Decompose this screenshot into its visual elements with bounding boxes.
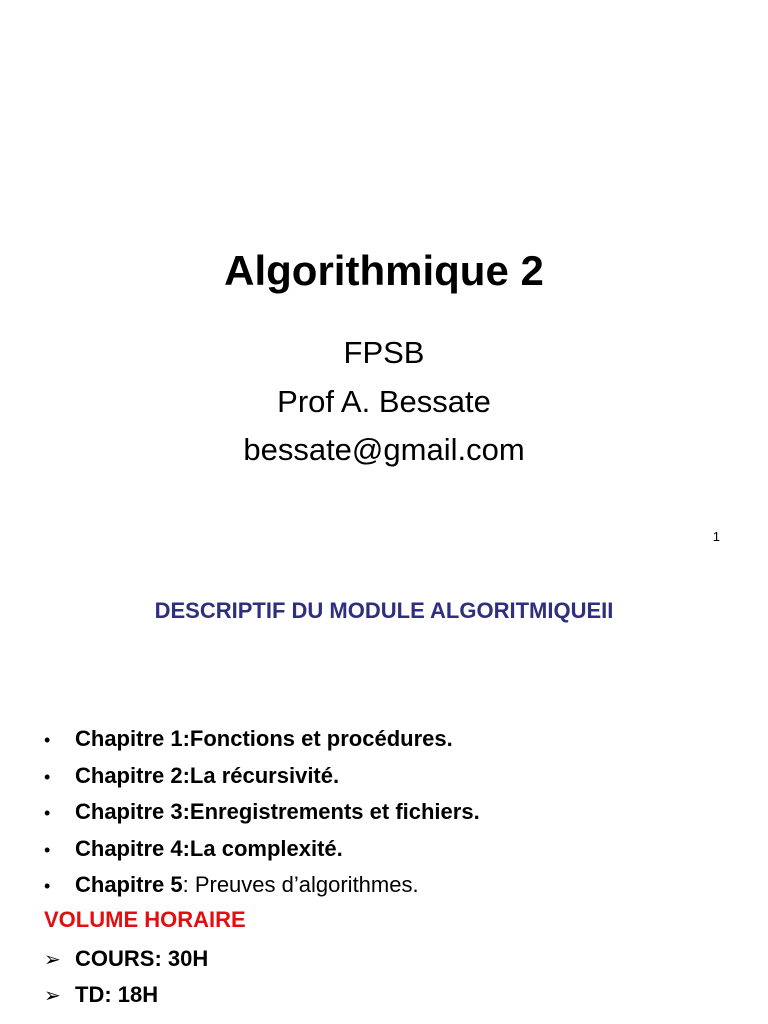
hours-item-cours — [44, 945, 208, 981]
chapter-label: Chapitre 2: — [75, 762, 190, 788]
page-number: 1 — [712, 529, 720, 544]
hours-label: COURS: 30H — [75, 946, 209, 971]
chapter-item-2 — [44, 762, 480, 799]
chapter-label: Chapitre 3: — [75, 799, 190, 824]
chapter-list — [44, 725, 480, 908]
chapter-label: Chapitre 4: — [75, 835, 190, 861]
chapter-title: La récursivité. — [189, 762, 340, 788]
chapter-title: Enregistrements et fichiers. — [189, 799, 480, 824]
chapter-label: Chapitre 5 — [75, 872, 183, 897]
chapter-item-1 — [44, 725, 480, 762]
hours-label: TD: 18H — [75, 982, 159, 1007]
slide-2 — [0, 560, 768, 1024]
institution-label: FPSB — [343, 335, 425, 370]
bullet-icon: • — [44, 803, 51, 823]
arrow-icon: ➢ — [44, 985, 61, 1007]
arrow-icon: ➢ — [44, 949, 61, 971]
hours-list — [44, 945, 208, 1017]
chapter-item-3 — [44, 798, 480, 835]
bullet-icon: • — [44, 839, 51, 860]
hours-item-td — [44, 981, 208, 1017]
chapter-title: La complexité. — [189, 835, 343, 861]
chapter-title: Fonctions et procédures. — [189, 726, 453, 751]
author-email: bessate@gmail.com — [243, 432, 525, 467]
bullet-icon: • — [44, 730, 51, 750]
chapter-title: : Preuves d’algorithmes. — [182, 872, 419, 897]
slide-title: Algorithmique 2 — [224, 247, 544, 294]
module-heading: DESCRIPTIF DU MODULE ALGORITMIQUEII — [154, 598, 614, 623]
volume-heading: VOLUME HORAIRE — [44, 907, 246, 932]
bullet-icon: • — [44, 766, 51, 787]
chapter-item-5 — [44, 871, 480, 908]
author-name: Prof A. Bessate — [277, 384, 491, 419]
chapter-item-4 — [44, 835, 480, 872]
bullet-icon: • — [44, 876, 51, 896]
chapter-label: Chapitre 1: — [75, 726, 190, 751]
